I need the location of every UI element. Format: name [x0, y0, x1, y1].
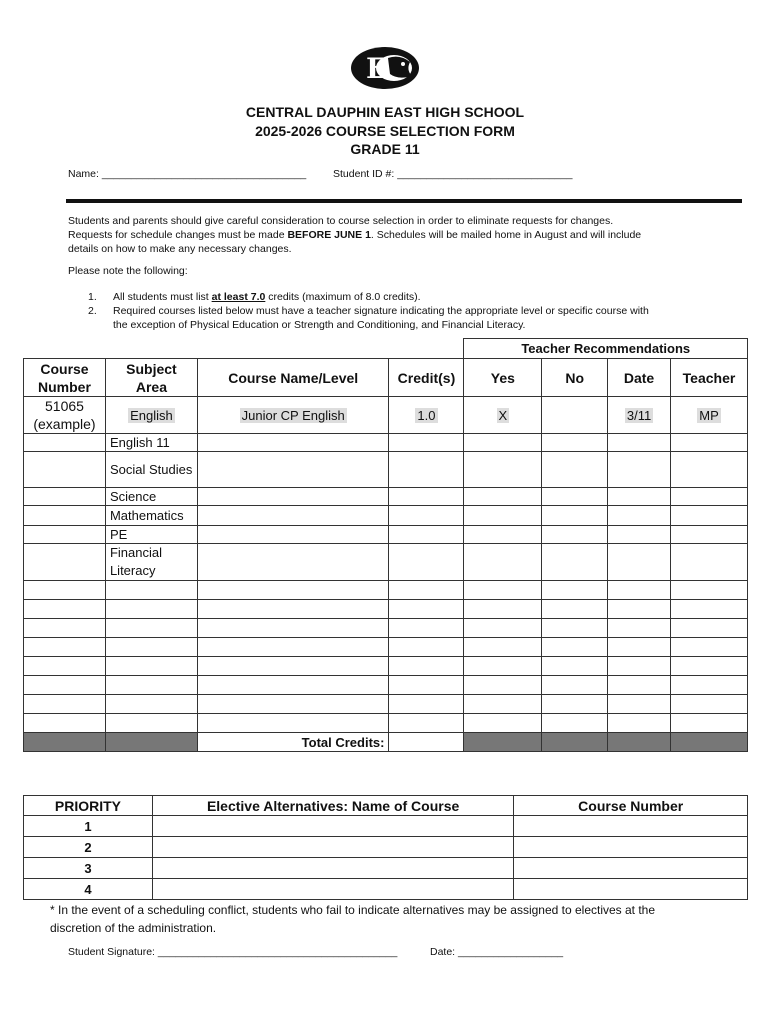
example-yes: X [464, 397, 542, 434]
table-row [24, 676, 748, 695]
header-alt-course-number: Course Number [514, 796, 748, 816]
header-course-number: Course Number [24, 359, 106, 397]
table-row [24, 695, 748, 714]
header-date: Date [608, 359, 671, 397]
table-row [24, 600, 748, 619]
table-row [24, 619, 748, 638]
subject-cell: Science [105, 488, 197, 506]
example-date: 3/11 [608, 397, 671, 434]
list-item: 2. Required courses listed below must have a teacher signature indicating the appropriate level or specific course with [88, 305, 649, 317]
table-row [24, 544, 748, 581]
header-course-name: Course Name/Level [197, 359, 389, 397]
course-table [23, 338, 748, 752]
total-credits-label: Total Credits: [197, 733, 389, 752]
student-id-field[interactable]: Student ID #: ______________________________ [333, 168, 573, 180]
list-item: 1. All students must list at least 7.0 credits (maximum of 8.0 credits). [88, 291, 421, 303]
note-heading: Please note the following: [68, 265, 188, 277]
example-course-name: Junior CP English [197, 397, 389, 434]
header-teacher: Teacher [671, 359, 748, 397]
student-signature-field[interactable]: Student Signature: _________________________________________ [68, 946, 398, 958]
example-no [542, 397, 608, 434]
example-teacher: MP [671, 397, 748, 434]
table-row [24, 488, 748, 506]
table-row [24, 452, 748, 488]
example-course-number: 51065 (example) [24, 397, 106, 434]
table-row: 3 [24, 858, 748, 879]
form-title: 2025-2026 COURSE SELECTION FORM [255, 123, 515, 139]
example-subject: English [105, 397, 197, 434]
intro-paragraph: Students and parents should give careful consideration to course selection in order to eliminate requests for changes. Requests for schedule changes must be made BEFORE JUNE 1. Schedules will be mailed home in August and will include details on how to make any necessary changes. [68, 215, 642, 255]
requirements-list: 1. All students must list at least 7.0 credits (maximum of 8.0 credits). 2. Required courses listed below must have a teacher signature indicating the appropriate level or specific course with the exception of Physical Education or Strength and Conditioning, and Financial Literacy. [88, 290, 728, 332]
table-row [24, 581, 748, 600]
total-credits-value[interactable] [389, 733, 464, 752]
footnote: * In the event of a scheduling conflict, students who fail to indicate alternatives may be assigned to electives at the discretion of the administration. [50, 903, 656, 935]
school-name: CENTRAL DAUPHIN EAST HIGH SCHOOL [245, 104, 525, 120]
svg-text:E: E [366, 52, 388, 85]
subject-cell: Mathematics [105, 506, 197, 526]
table-row [24, 434, 748, 452]
total-credits-row [24, 733, 748, 752]
table-row: 1 [24, 816, 748, 837]
example-row [24, 397, 748, 434]
alternatives-table [23, 795, 748, 900]
name-field[interactable]: Name: ___________________________________ [68, 168, 307, 180]
teacher-recommendations-header: Teacher Recommendations [464, 339, 748, 359]
subject-cell: Social Studies [105, 452, 197, 488]
subject-cell: English 11 [105, 434, 197, 452]
table-header-row [24, 359, 748, 397]
divider [66, 199, 742, 203]
date-field[interactable]: Date: __________________ [430, 946, 564, 958]
table-row: 4 [24, 879, 748, 900]
subject-cell: Financial Literacy [105, 544, 197, 581]
table-row [24, 506, 748, 526]
grade-heading: GRADE 11 [350, 141, 420, 157]
header-yes: Yes [464, 359, 542, 397]
table-row [24, 526, 748, 544]
subject-cell: PE [105, 526, 197, 544]
example-credits: 1.0 [389, 397, 464, 434]
header-elective: Elective Alternatives: Name of Course [152, 796, 513, 816]
table-row: 2 [24, 837, 748, 858]
table-row [24, 657, 748, 676]
header-subject-area: Subject Area [105, 359, 197, 397]
table-row [24, 714, 748, 733]
table-row [24, 638, 748, 657]
header-credits: Credit(s) [389, 359, 464, 397]
school-logo [348, 44, 422, 92]
header-no: No [542, 359, 608, 397]
header-priority: PRIORITY [24, 796, 153, 816]
